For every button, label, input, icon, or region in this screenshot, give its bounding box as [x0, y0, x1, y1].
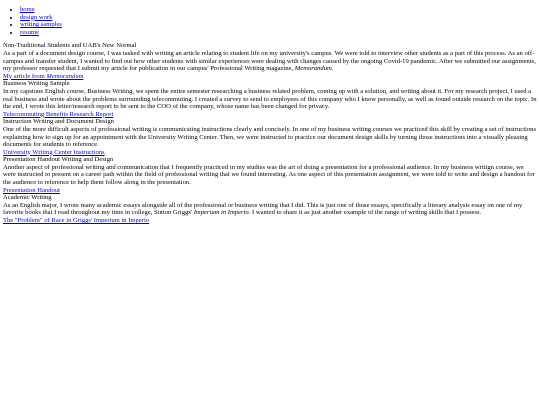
- nav-link-writing-samples[interactable]: writing samples: [20, 21, 62, 29]
- section-text: Another aspect of professional writing and communication that I frequently practiced in my studies was the art of doing a presentation for a professional audience. In my business writign course, we were instructed to present on a career path within the field of professional writing that we found interesting. As one aspect of this presentation assignment, we were told to write and design a handout for the audience to reference to help them follow along in the presentation.: [3, 163, 535, 187]
- nav-link-resume[interactable]: resume: [20, 28, 40, 36]
- section-heading: Presentation Handout Writing and Design: [3, 156, 114, 164]
- site-nav: [3, 6, 537, 36]
- section-heading: Academic Writing: [3, 194, 52, 202]
- nav-item-writing-samples: [20, 21, 537, 29]
- text-emphasis: Imperium in Imperio: [193, 209, 249, 217]
- section-heading: Non-Traditional Students and UAB's New Normal: [3, 42, 137, 50]
- section-text: [3, 202, 537, 217]
- essay-link[interactable]: The "Problem" of Race in Griggs' Imperium in Imperio: [3, 217, 150, 225]
- text-part: .: [331, 65, 334, 73]
- section-heading: Instruction Writing and Document Design: [3, 118, 114, 126]
- instructions-link[interactable]: University Writing Center Instructions: [3, 148, 105, 156]
- text-part: . I wanted to share it as just another example of the range of writing skills that I possess.: [248, 209, 482, 217]
- section-business-writing: [3, 80, 537, 118]
- article-link[interactable]: [3, 73, 537, 81]
- text-emphasis: Memorandum: [294, 65, 332, 73]
- text-part: As a part of a document design course, I was tasked with writing an article relating to student life on my university's campus. We were told to interview other students as a part of this process. As an off-campus and transfer student, I wanted to find out how other students with similar experiences were dealing with changes caused by the ongoing Covid-19 pandemic. After we submitted our assignments, my professor requested that I submit my article for publication in our campus' Professional Writing magazine,: [3, 49, 536, 73]
- nav-item-home: [20, 6, 537, 14]
- link-part: My article from: [3, 72, 47, 80]
- handout-link[interactable]: Presentation Handout: [3, 186, 60, 194]
- section-text: [3, 50, 537, 73]
- research-report-link[interactable]: Telecommuting Benefits Research Report: [3, 110, 114, 118]
- section-article: [3, 42, 537, 80]
- section-heading: Business Writing Sample: [3, 80, 70, 88]
- section-presentation-handout: [3, 156, 537, 194]
- nav-item-resume: [20, 29, 537, 37]
- link-emphasis: Memorandum: [46, 72, 84, 80]
- text-part: As an English major, I wrote many academic essays alongside all of the professional or business writing that I did. This is just one of those essays, specifically a literary analysis essay on one of my favorite books that I read throughout my time in college, Sutton Griggs': [3, 201, 523, 217]
- section-text: In my capstone English course, Business Writing, we spent the entire semester researching a business related problem, coming up with a solution, and writing about it. For my research project, I used a real business and wrote about the problems surrounding telecommuting. I created a survey to send to employees of this company who I know personally, as well as found outside research on the topic. In the end, I wrote this letter/research report to be sent to the COO of the company, whose name has been changed for privacy.: [3, 87, 537, 111]
- section-academic-writing: [3, 194, 537, 224]
- nav-item-design-work: [20, 14, 537, 22]
- nav-link-design-work[interactable]: design work: [20, 13, 53, 21]
- section-text: One of the more difficult aspects of professional writing is communicating instructions clearly and concisely. In one of my business writing courses we practiced this skill by creating a set of instructions explaining how to sign up for an appointment with the University Writing Center. Then, we were instructed to practice our document design skills by turning those instructions into a visually pleasing documents for students to reference.: [3, 125, 537, 149]
- nav-link-home[interactable]: home: [20, 6, 35, 13]
- section-instruction-writing: [3, 118, 537, 156]
